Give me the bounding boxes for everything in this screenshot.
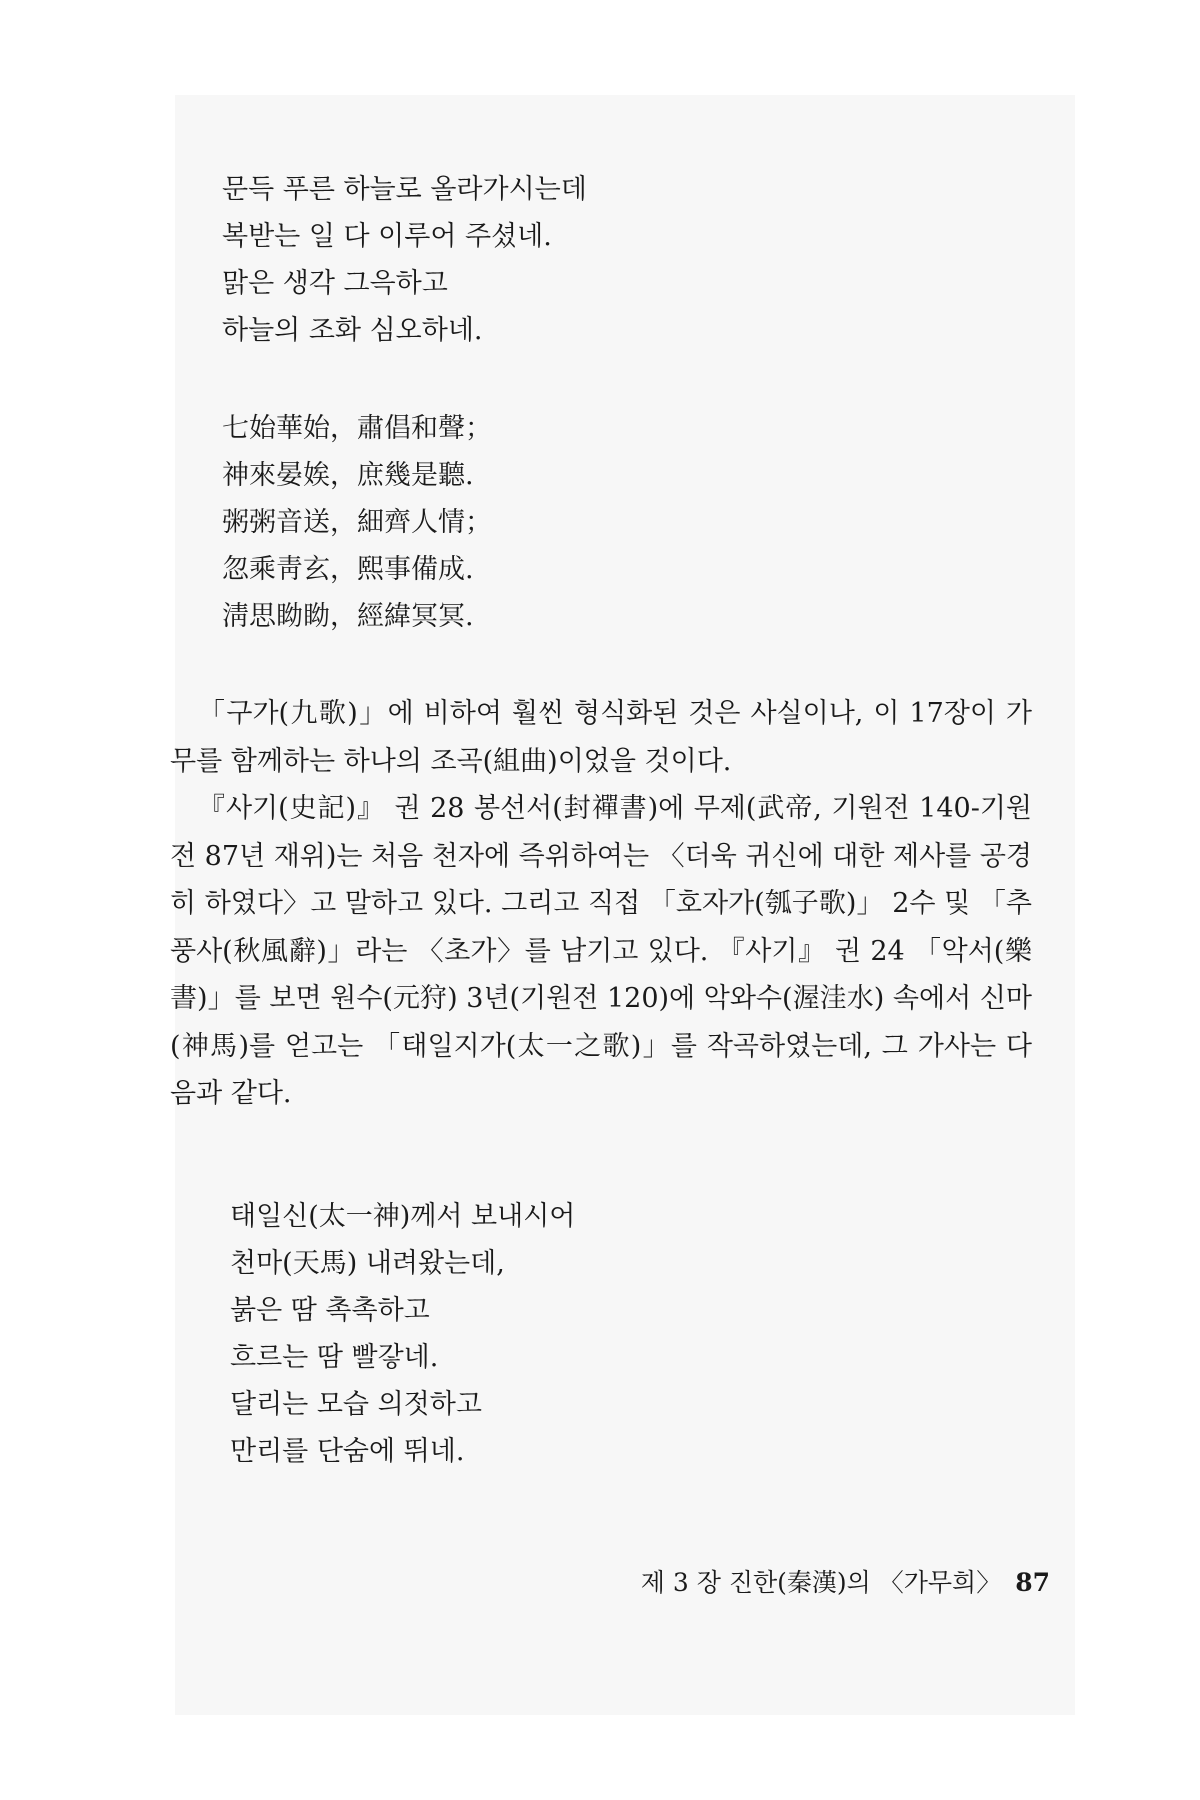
verse-line: 粥粥音送，細齊人情； xyxy=(222,507,492,538)
classical-chinese-verse xyxy=(222,405,492,640)
verse-line: 淸思眑眑，經緯冥冥. xyxy=(222,601,474,632)
verse-line: 하늘의 조화 심오하네. xyxy=(222,315,483,346)
paragraph: 『사기(史記)』 권 28 봉선서(封禪書)에 무제(武帝, 기원전 140-기원전 87년 재위)는 처음 천자에 즉위하여는 〈더욱 귀신에 대한 제사를 공경히 하였다〉고 말하고 있다. 그리고 직접 「호자가(瓠子歌)」 2수 및 「추풍사(秋風辭)」라는 〈초가〉를 남기고 있다. 『사기』 권 24 「악서(樂書)」를 보면 원수(元狩) 3년(기원전 120)에 악와수(渥洼水) 속에서 신마(神馬)를 얻고는 「태일지가(太一之歌)」를 작곡하였는데, 그 가사는 다음과 같다. xyxy=(170,793,1032,1109)
verse-line: 문득 푸른 하늘로 올라가시는데 xyxy=(222,174,587,205)
verse-line: 만리를 단숨에 뛰네. xyxy=(230,1436,465,1467)
paragraph: 「구가(九歌)」에 비하여 훨씬 형식화된 것은 사실이나, 이 17장이 가무를 함께하는 하나의 조곡(組曲)이었을 것이다. xyxy=(170,698,1032,777)
verse-line: 복받는 일 다 이루어 주셨네. xyxy=(222,221,552,252)
body-text xyxy=(170,690,1032,1118)
korean-verse-song xyxy=(230,1193,575,1475)
verse-line: 천마(天馬) 내려왔는데, xyxy=(230,1248,505,1279)
verse-line: 흐르는 땀 빨갛네. xyxy=(230,1342,439,1373)
verse-line: 神來晏娭，庶幾是聽. xyxy=(222,460,474,491)
verse-line: 맑은 생각 그윽하고 xyxy=(222,268,448,299)
chapter-title: 제 3 장 진한(秦漢)의 〈가무희〉 xyxy=(640,1568,1002,1597)
korean-verse-translation xyxy=(222,166,587,354)
verse-line: 七始華始，肅倡和聲； xyxy=(222,413,492,444)
verse-line: 달리는 모습 의젓하고 xyxy=(230,1389,482,1420)
verse-line: 태일신(太一神)께서 보내시어 xyxy=(230,1201,576,1232)
page-number: 87 xyxy=(1015,1568,1050,1597)
verse-line: 忽乘靑玄，熙事備成. xyxy=(222,554,474,585)
running-footer xyxy=(580,1563,1050,1599)
verse-line: 붉은 땀 촉촉하고 xyxy=(230,1295,430,1326)
